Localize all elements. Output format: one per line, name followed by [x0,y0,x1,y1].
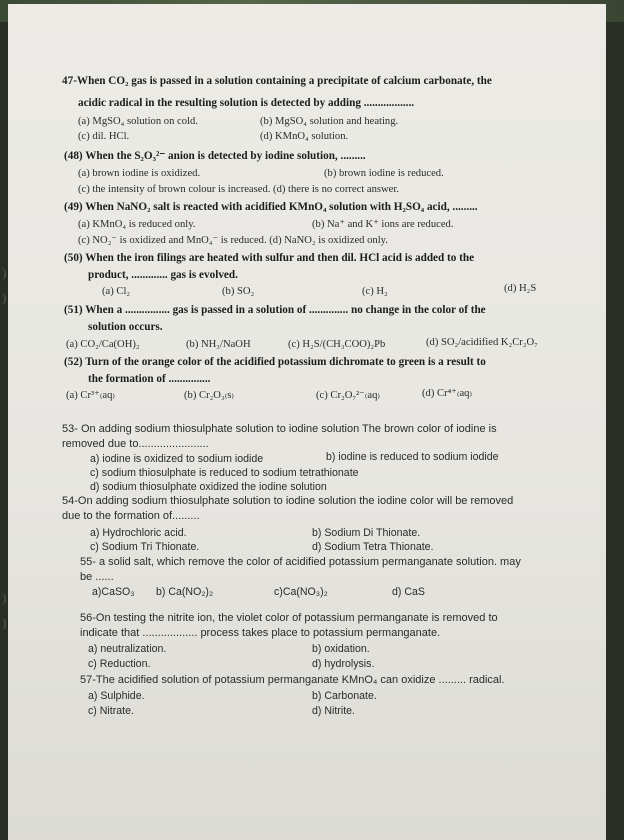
q52-option-b: (b) Cr₂O₃₍s₎ [184,390,234,401]
q54-stem-2: due to the formation of......... [62,510,200,522]
q51-stem-2: solution occurs. [88,321,163,333]
q55-option-c: c)Ca(NO₃)₂ [274,586,328,598]
q47-stem-2: acidic radical in the resulting solution is detected by adding .................. [78,97,415,109]
q53-option-b: b) iodine is reduced to sodium iodide [326,451,499,463]
q52-option-d: (d) Cr⁴⁺₍aq₎ [422,388,473,399]
q54-option-d: d) Sodium Tetra Thionate. [312,541,434,553]
q50-stem-2: product, ............. gas is evolved. [88,269,238,281]
q48-option-b: (b) brown iodine is reduced. [324,168,444,179]
q50-option-c: (c) H₂ [362,286,388,297]
q49-option-a: (a) KMnO₄ is reduced only. [78,219,196,230]
q55-option-d: d) CaS [392,586,425,598]
q54-option-a: a) Hydrochloric acid. [90,527,187,539]
punch-mark-4: ) [2,615,7,630]
q48-option-cd: (c) the intensity of brown colour is increased. (d) there is no correct answer. [78,184,399,195]
q48-option-a: (a) brown iodine is oxidized. [78,168,201,179]
q53-option-d: d) sodium thiosulphate oxidized the iodine solution [90,481,327,493]
q47-option-d: (d) KMnO₄ solution. [260,131,349,142]
q56-option-b: b) oxidation. [312,643,370,655]
q51-option-d: (d) SO₂/acidified K₂Cr₂O₇ [426,337,538,348]
q52-stem-2: the formation of ............... [88,373,211,385]
q57-option-c: c) Nitrate. [88,705,134,717]
q50-option-b: (b) SO₂ [222,286,255,297]
q47-option-b: (b) MgSO₄ solution and heating. [260,116,399,127]
q56-stem-1: 56-On testing the nitrite ion, the violet color of potassium permanganate is removed to [80,612,498,624]
q51-option-b: (b) NH₃/NaOH [186,339,251,350]
q55-option-b: b) Ca(NO₂)₂ [156,586,214,598]
q49-option-cd: (c) NO₂⁻ is oxidized and MnO₄⁻ is reduced. (d) NaNO₂ is oxidized only. [78,235,388,246]
q47-option-c: (c) dil. HCl. [78,131,130,142]
q49-option-b: (b) Na⁺ and K⁺ ions are reduced. [312,219,454,230]
q49-stem: (49) When NaNO₂ salt is reacted with acidified KMnO₄ solution with H₂SO₄ acid, ......... [64,201,478,213]
q56-option-d: d) hydrolysis. [312,658,375,670]
q55-option-a: a)CaSO₃ [92,586,135,598]
q51-option-c: (c) H₂S/(CH₃COO)₂Pb [288,339,386,350]
q57-option-d: d) Nitrite. [312,705,355,717]
q52-option-c: (c) Cr₂O₇²⁻₍aq₎ [316,390,381,401]
q54-option-b: b) Sodium Di Thionate. [312,527,421,539]
punch-mark-1: ) [2,265,7,280]
q50-option-d: (d) H₂S [504,283,537,294]
punch-mark-3: ) [2,590,7,605]
q57-option-b: b) Carbonate. [312,690,377,702]
q47-option-a: (a) MgSO₄ solution on cold. [78,116,198,127]
q53-stem-2: removed due to....................... [62,438,209,450]
q55-stem-2: be ...... [80,571,114,583]
q54-option-c: c) Sodium Tri Thionate. [90,541,200,553]
q53-stem-1: 53- On adding sodium thiosulphate solution to iodine solution The brown color of iodine is [62,423,497,435]
q51-stem-1: (51) When a ................ gas is passed in a solution of .............. no change in the color of the [64,304,486,316]
q52-stem-1: (52) Turn of the orange color of the acidified potassium dichromate to green is a result to [64,356,486,368]
q51-option-a: (a) CO₂/Ca(OH)₂ [66,339,140,350]
q55-stem-1: 55- a solid salt, which remove the color of acidified potassium permanganate solution. may [80,556,521,568]
q47-stem-1: 47-When CO₂ gas is passed in a solution containing a precipitate of calcium carbonate, the [62,75,492,87]
q48-stem: (48) When the S₂O₃²⁻ anion is detected by iodine solution, ......... [64,150,366,162]
q56-option-c: c) Reduction. [88,658,151,670]
q56-stem-2: indicate that .................. process takes place to potassium permanganate. [80,627,441,639]
q53-option-c: c) sodium thiosulphate is reduced to sodium tetrathionate [90,467,359,479]
q54-stem-1: 54-On adding sodium thiosulphate solution to iodine solution the iodine color will be removed [62,495,514,507]
q53-option-a: a) iodine is oxidized to sodium iodide [90,453,264,465]
q50-stem-1: (50) When the iron filings are heated with sulfur and then dil. HCl acid is added to the [64,252,475,264]
q50-option-a: (a) Cl₂ [102,286,131,297]
q52-option-a: (a) Cr³⁺₍aq₎ [66,390,115,401]
q57-stem: 57-The acidified solution of potassium permanganate KMnO₄ can oxidize ......... radical. [80,674,505,686]
q57-option-a: a) Sulphide. [88,690,145,702]
q56-option-a: a) neutralization. [88,643,167,655]
punch-mark-2: ) [2,290,7,305]
